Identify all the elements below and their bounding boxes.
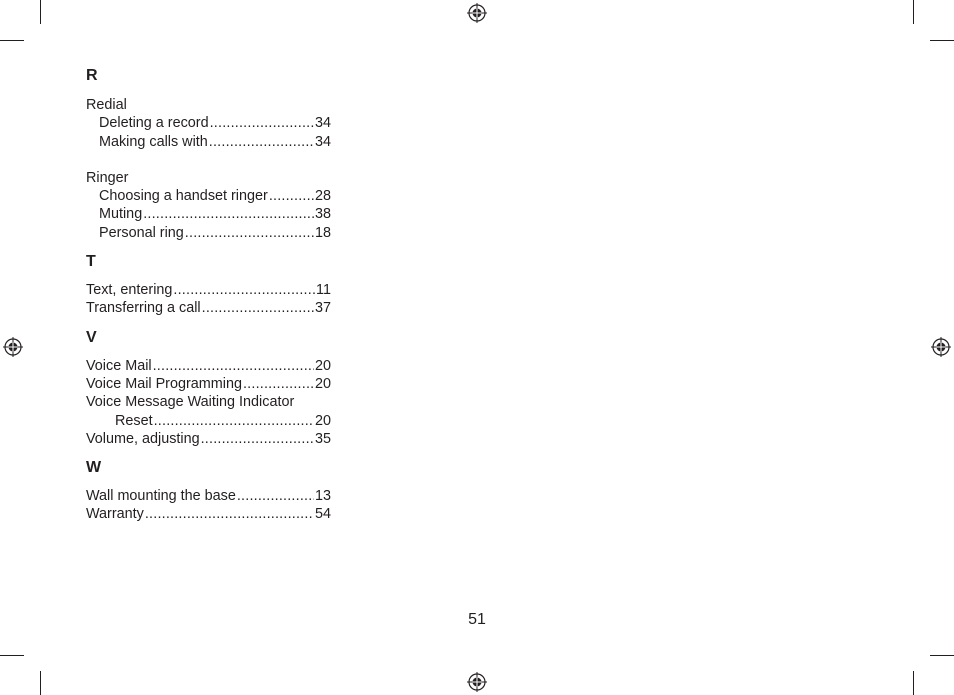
index-entry[interactable] [86,375,331,393]
entry-page: 37 [314,300,331,317]
index-entry[interactable] [86,187,331,205]
entry-page: 54 [314,506,331,523]
registration-target-icon [467,3,487,23]
entry-label: Transferring a call [86,300,201,317]
entry-label: Text, entering [86,282,173,299]
crop-mark-bottom-right-v [913,671,914,695]
entry-label: Personal ring [99,224,184,241]
crop-mark-bottom-left-h [0,655,24,656]
entry-page: 18 [314,224,331,241]
index-letter-t: T [86,253,96,271]
entry-page: 20 [314,375,331,392]
index-heading-ringer: Ringer [86,169,129,186]
index-entry[interactable] [86,505,331,523]
index-letter-w: W [86,459,102,477]
index-entry[interactable] [86,281,331,299]
entry-label: Muting [99,206,143,223]
entry-page: 28 [314,188,331,205]
entry-page: 13 [314,488,331,505]
crop-mark-top-right-h [930,40,954,41]
index-entry[interactable] [86,205,331,223]
entry-page: 34 [314,115,331,132]
index-letter-r: R [86,67,98,84]
entry-label: Deleting a record [99,115,209,132]
crop-mark-top-right-v [913,0,914,24]
entry-label: Reset [115,412,153,429]
entry-label: Voice Mail [86,357,152,374]
index-heading-redial: Redial [86,97,127,113]
registration-target-icon [3,337,23,357]
entry-label: Making calls with [99,133,208,150]
entry-page: 20 [314,412,331,429]
entry-page: 35 [314,430,331,447]
index-entry[interactable] [86,357,331,375]
index-entry[interactable] [86,299,331,317]
crop-mark-bottom-left-v [40,671,41,695]
index-entry[interactable] [86,487,331,505]
index-entry[interactable] [86,133,331,151]
crop-mark-top-left-h [0,40,24,41]
index-column [86,66,331,524]
entry-page: 38 [314,206,331,223]
index-entry[interactable] [86,224,331,242]
index-letter-v: V [86,328,97,346]
index-entry[interactable] [86,412,331,430]
index-entry[interactable] [86,430,331,448]
entry-label: Warranty [86,506,144,523]
entry-label: Voice Mail Programming [86,375,242,392]
entry-page: 11 [316,282,331,299]
page-number: 51 [468,611,486,628]
entry-label: Wall mounting the base [86,488,236,505]
entry-label: Volume, adjusting [86,430,200,447]
registration-target-icon [467,672,487,692]
entry-page: 34 [314,133,331,150]
index-heading-voice-message-waiting: Voice Message Waiting Indicator [86,394,295,411]
crop-mark-bottom-right-h [930,655,954,656]
registration-target-icon [931,337,951,357]
index-entry[interactable] [86,114,331,132]
crop-mark-top-left-v [40,0,41,24]
entry-page: 20 [314,357,331,374]
entry-label: Choosing a handset ringer [99,188,268,205]
